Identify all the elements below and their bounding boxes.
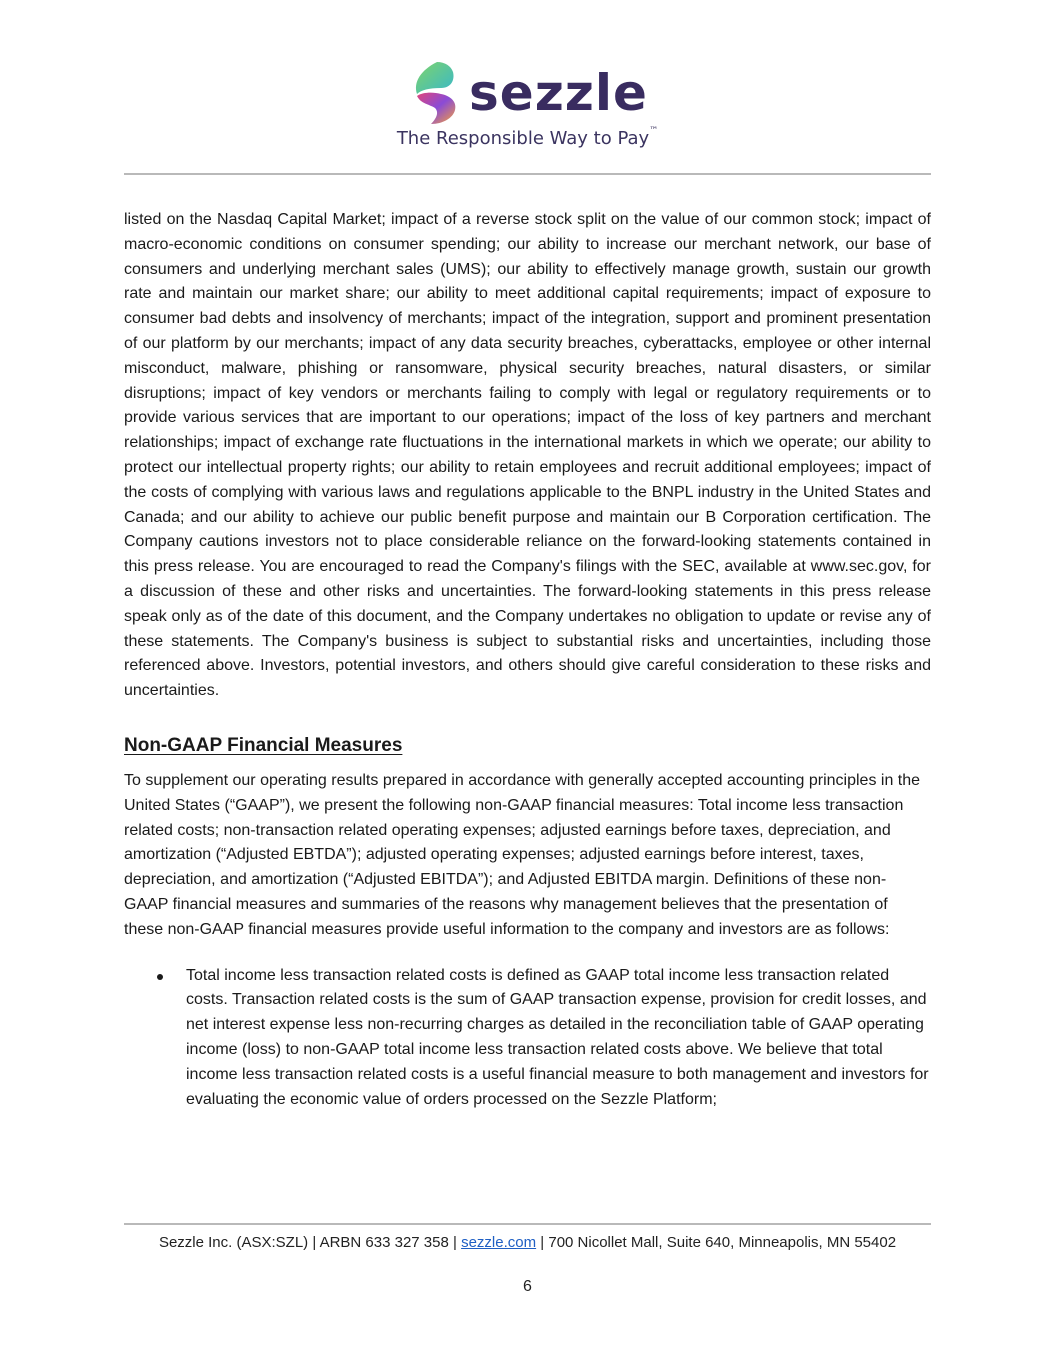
page-number: 6 (523, 1278, 532, 1295)
letterhead (0, 60, 1055, 149)
footer-divider (124, 1223, 931, 1225)
bullet-icon (157, 974, 163, 980)
list-item-text: Total income less transaction related costs is defined as GAAP total income less transaction related costs. Transaction related costs is the sum of GAAP transaction expense, provision for credit losses, and net interest expense less non-recurring charges as detailed in the reconciliation table of GAAP operating income (loss) to non-GAAP total income less transaction related costs above. We believe that total income less transaction related costs is a useful financial measure to both management and investors for evaluating the economic value of orders processed on the Sezzle Platform; (186, 966, 929, 1108)
page-body (124, 208, 931, 1112)
list-item (124, 964, 931, 1113)
definitions-list (124, 964, 931, 1113)
forward-looking-paragraph: listed on the Nasdaq Capital Market; impact of a reverse stock split on the value of our common stock; impact of macro-economic conditions on consumer spending; our ability to increase our merchant network, our base of consumers and underlying merchant sales (UMS); our ability to effectively manage growth, sustain our growth rate and maintain our market share; our ability to meet additional capital requirements; impact of exposure to consumer bad debts and insolvency of merchants; impact of the integration, support and prominent presentation of our platform by our merchants; impact of any data security breaches, cyberattacks, employee or other internal misconduct, malware, phishing or ransomware, physical security breaches, natural disasters, or similar disruptions; impact of key vendors or merchants failing to comply with legal or regulatory requirements or to provide various services that are important to our operations; impact of the loss of key partners and merchant relationships; impact of exchange rate fluctuations in the international markets in which we operate; our ability to protect our intellectual property rights; our ability to retain employees and recruit additional employees; impact of the costs of complying with various laws and regulations applicable to the BNPL industry in the United States and Canada; and our ability to achieve our public benefit purpose and maintain our B Corporation certification. The Company cautions investors not to place considerable reliance on the forward-looking statements contained in this press release. You are encouraged to read the Company's filings with the SEC, available at www.sec.gov, for a discussion of these and other risks and uncertainties. The forward-looking statements in this press release speak only as of the date of this document, and the Company undertakes no obligation to update or revise any of these statements. The Company's business is subject to substantial risks and uncertainties, including those referenced above. Investors, potential investors, and others should give careful consideration to these risks and uncertainties. (124, 211, 931, 700)
tagline-text: The Responsible Way to Pay (396, 128, 650, 149)
brand-wordmark: sezzle (469, 64, 648, 122)
header-divider (124, 173, 931, 175)
brand-tagline (0, 128, 1055, 149)
trademark-symbol: ™ (649, 126, 659, 136)
page-footer (0, 1234, 1055, 1251)
footer-address: | 700 Nicollet Mall, Suite 640, Minneapolis, MN 55402 (540, 1234, 897, 1251)
section-heading: Non-GAAP Financial Measures (124, 734, 403, 756)
sezzle-logo-icon (407, 60, 463, 126)
brand-logo (0, 60, 1055, 126)
footer-company-info: Sezzle Inc. (ASX:SZL) | ARBN 633 327 358 | (158, 1234, 457, 1251)
non-gaap-intro-paragraph: To supplement our operating results prepared in accordance with generally accepted accounting principles in the United States (“GAAP”), we present the following non-GAAP financial measures: Total income less transaction related costs; non-transaction related operating expenses; adjusted earnings before taxes, depreciation, and amortization (“Adjusted EBTDA”); adjusted operating expenses; adjusted earnings before interest, taxes, depreciation, and amortization (“Adjusted EBITDA”); and Adjusted EBITDA margin. Definitions of these non-GAAP financial measures and summaries of the reasons why management believes that the presentation of these non-GAAP financial measures provide useful information to the company and investors are as follows: (124, 771, 921, 938)
website-link[interactable]: sezzle.com (461, 1234, 537, 1251)
